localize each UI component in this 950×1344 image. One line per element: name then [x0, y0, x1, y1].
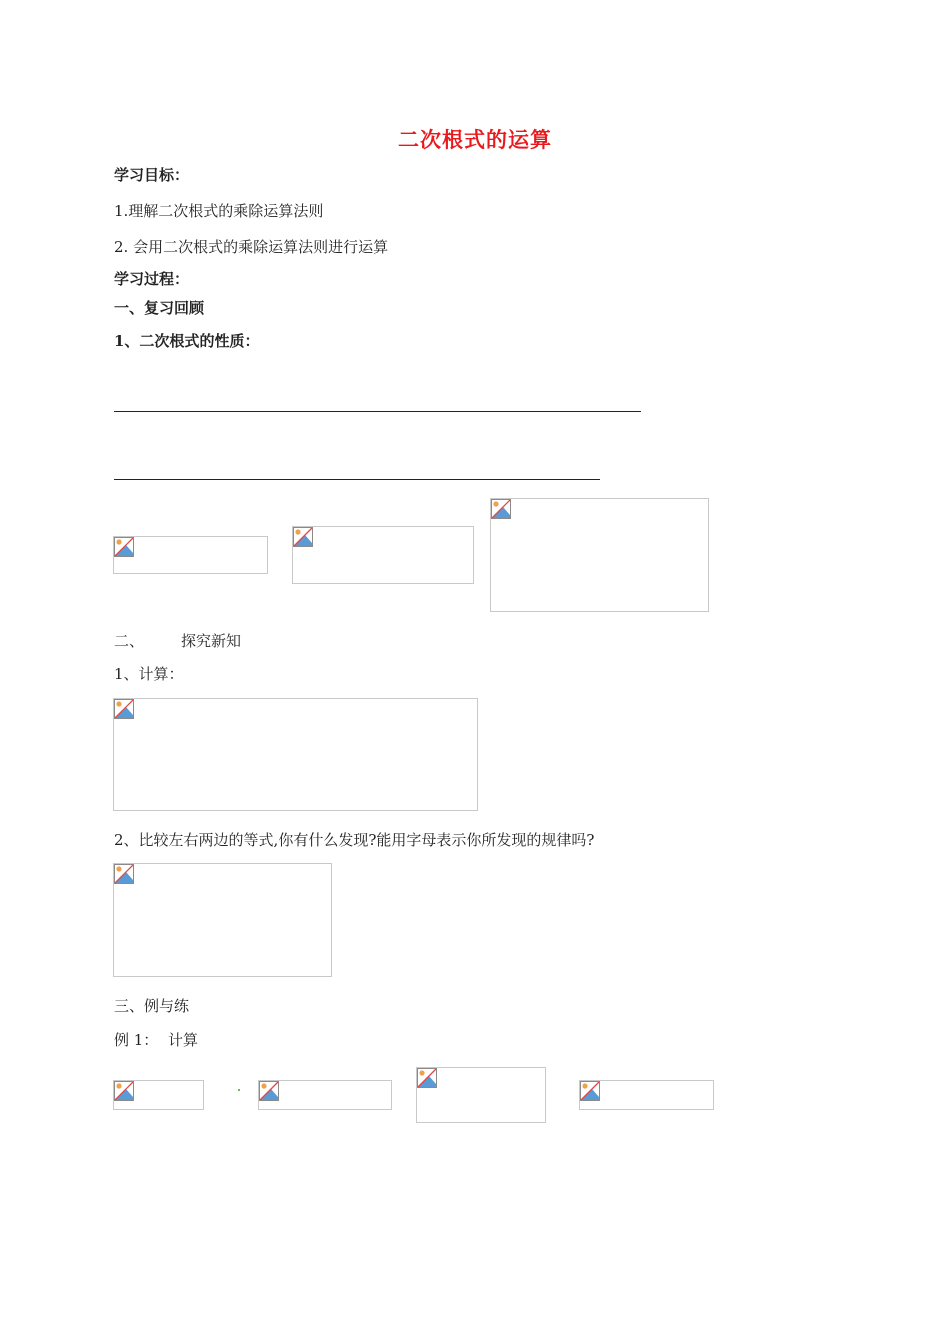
formula-image-1	[113, 536, 268, 574]
example-image-2	[258, 1080, 392, 1110]
example-1-label: 例 1：	[114, 1031, 159, 1049]
page-title: 二次根式的运算	[398, 127, 552, 152]
broken-image-icon	[114, 699, 134, 719]
formula-image-3	[490, 498, 709, 612]
section-2-number: 二、	[114, 632, 145, 650]
decorative-dot	[238, 1089, 240, 1091]
broken-image-icon	[114, 864, 134, 884]
calculation-image	[113, 698, 478, 811]
section-3-heading: 三、例与练	[114, 997, 190, 1015]
objective-item-2: 2. 会用二次根式的乘除运算法则进行运算	[114, 238, 389, 256]
broken-image-icon	[580, 1081, 600, 1101]
section-2-heading: 探究新知	[181, 632, 242, 650]
broken-image-icon	[293, 527, 313, 547]
formula-image-2	[292, 526, 474, 584]
broken-image-icon	[417, 1068, 437, 1088]
answer-line-2	[114, 479, 600, 480]
comparison-image	[113, 863, 332, 977]
section-1-heading: 一、复习回顾	[114, 299, 205, 317]
broken-image-icon	[114, 1081, 134, 1101]
objectives-heading: 学习目标：	[114, 166, 190, 184]
section-2-item-2: 2、比较左右两边的等式,你有什么发现?能用字母表示你所发现的规律吗?	[114, 831, 595, 849]
example-1-text: 计算	[168, 1031, 199, 1049]
example-image-1	[113, 1080, 204, 1110]
section-1-item-1: 1、二次根式的性质：	[114, 332, 260, 350]
answer-line-1	[114, 411, 641, 412]
broken-image-icon	[114, 537, 134, 557]
section-2-item-1: 1、计算：	[114, 665, 184, 683]
example-image-4	[579, 1080, 714, 1110]
broken-image-icon	[491, 499, 511, 519]
process-heading: 学习过程：	[114, 270, 190, 288]
example-image-3	[416, 1067, 546, 1123]
broken-image-icon	[259, 1081, 279, 1101]
objective-item-1: 1.理解二次根式的乘除运算法则	[114, 202, 324, 220]
